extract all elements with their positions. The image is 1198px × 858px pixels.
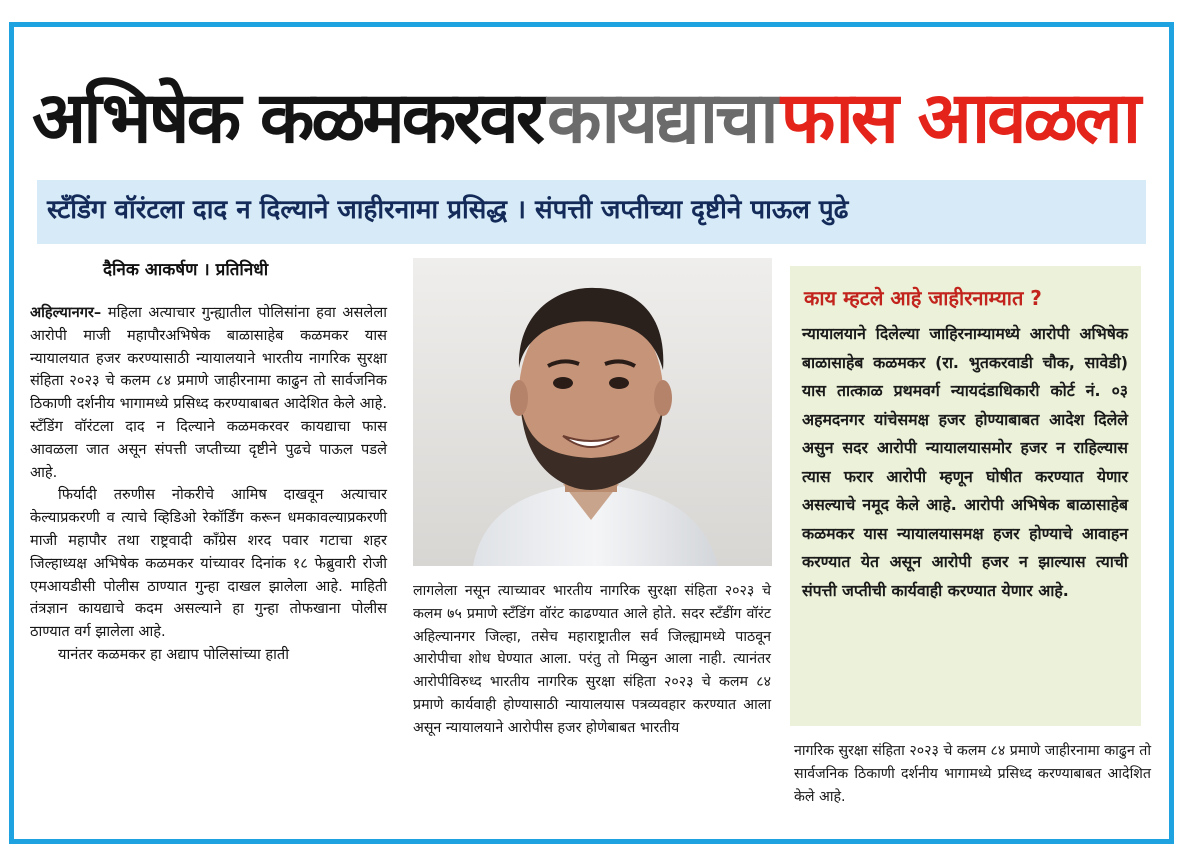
sidebar-box — [790, 266, 1141, 726]
portrait-illustration — [413, 258, 772, 566]
paragraph: नागरिक सुरक्षा संहिता २०२३ चे कलम ८४ प्रमाणे जाहीरनामा काढुन तो सार्वजनिक ठिकाणी दर्शनीय भागामध्ये प्रसिध्द करण्याबाबत आदेशित केले आहे. — [794, 743, 1151, 805]
headline-part-3: फास आवळला — [780, 76, 1139, 159]
subheadline-banner — [37, 180, 1146, 244]
article-column-3 — [794, 740, 1151, 808]
paragraph — [30, 302, 387, 484]
article-column-1 — [30, 302, 387, 667]
sidebar-title: काय म्हटले आहे जाहीरनाम्यात ? — [804, 286, 1042, 310]
headline-part-2: कायद्याचा — [546, 76, 776, 159]
portrait-photo — [413, 258, 772, 566]
paragraph-text: महिला अत्याचार गुन्ह्यातील पोलिसांना हवा असलेला आरोपी माजी महापौरअभिषेक बाळासाहेब कळमकर यास न्यायालयात हजर करण्यासाठी न्यायालयाने भारतीय नागरिक सुरक्षा संहिता २०२३ चे कलम ८४ प्रमाणे जाहीरनामा काढुन तो सार्वजनिक ठिकाणी दर्शनीय भागामध्ये प्रसिध्द करण्याबाबत आदेशित केले आहे. स्टँडिंग वॉरंटला दाद न दिल्याने कळमकरवर कायद्याचा फास आवळला जात असून संपत्ती जप्तीच्या दृष्टीने पुढचे पाऊल पडले आहे. — [30, 304, 387, 481]
headline — [32, 70, 1162, 165]
paragraph: फिर्यादी तरुणीस नोकरीचे आमिष दाखवून अत्याचार केल्याप्रकरणी व त्याचे व्हिडिओ रेकॉर्डिंग करून धमकावल्याप्रकरणी माजी महापौर तथा राष्ट्रवादी काँग्रेस शरद पवार गटाचा शहर जिल्हाध्यक्ष अभिषेक कळमकर यांच्यावर दिनांक १८ फेब्रुवारी रोजी एमआयडीसी पोलीस ठाण्यात गुन्हा दाखल झालेला आहे. माहिती तंत्रज्ञान कायद्याचे कदम असल्याने हा गुन्हा तोफखाना पोलीस ठाण्यात वर्ग झालेला आहे. — [30, 486, 387, 641]
article-column-2 — [413, 580, 771, 740]
byline: दैनिक आकर्षण । प्रतिनिधी — [103, 260, 269, 280]
dateline: अहिल्यानगर– — [30, 304, 102, 321]
sidebar-body: न्यायालयाने दिलेल्या जाहिरनाम्यामध्ये आरोपी अभिषेक बाळासाहेब कळमकर (रा. भुतकरवाडी चौक, सावेडी) यास तात्काळ प्रथमवर्ग न्यायदंडाधिकारी कोर्ट नं. ०३ अहमदनगर यांचेसमक्ष हजर होण्याबाबत आदेश दिलेले असुन सदर आरोपी न्यायालयासमोर हजर न राहिल्यास त्यास फरार आरोपी म्हणून घोषीत करण्यात येणार असल्याचे नमूद केले आहे. आरोपी अभिषेक बाळासाहेब कळमकर यास न्यायालयासमक्ष हजर होण्याचे आवाहन करण्यात येत असून आरोपी हजर न झाल्यास त्याची संपत्ती जप्तीची कार्यवाही करण्यात येणार आहे. — [802, 324, 1128, 600]
paragraph: लागलेला नसून त्याच्यावर भारतीय नागरिक सुरक्षा संहिता २०२३ चे कलम ७५ प्रमाणे स्टँडिंग वॉरंट काढण्यात आले होते. सदर स्टँडींग वॉरंट अहिल्यानगर जिल्हा, तसेच महाराष्ट्रातील सर्व जिल्ह्यामध्ये पाठवून आरोपीचा शोध घेण्यात आला. परंतु तो मिळुन आला नाही. त्यानंतर आरोपीविरुध्द भारतीय नागरिक सुरक्षा संहिता २०२३ चे कलम ८४ प्रमाणे कार्यवाही होण्यासाठी न्यायालयास पत्रव्यवहार करण्यात आला असून न्यायालयाने आरोपीस हजर होणेबाबत भारतीय — [413, 583, 771, 736]
paragraph: यानंतर कळमकर हा अद्याप पोलिसांच्या हाती — [58, 645, 290, 663]
headline-part-1: अभिषेक कळमकरवर — [32, 76, 542, 159]
subheadline: स्टँडिंग वॉरंटला दाद न दिल्याने जाहीरनामा प्रसिद्ध । संपत्ती जप्तीच्या दृष्टीने पाऊल पुढे — [47, 195, 849, 225]
